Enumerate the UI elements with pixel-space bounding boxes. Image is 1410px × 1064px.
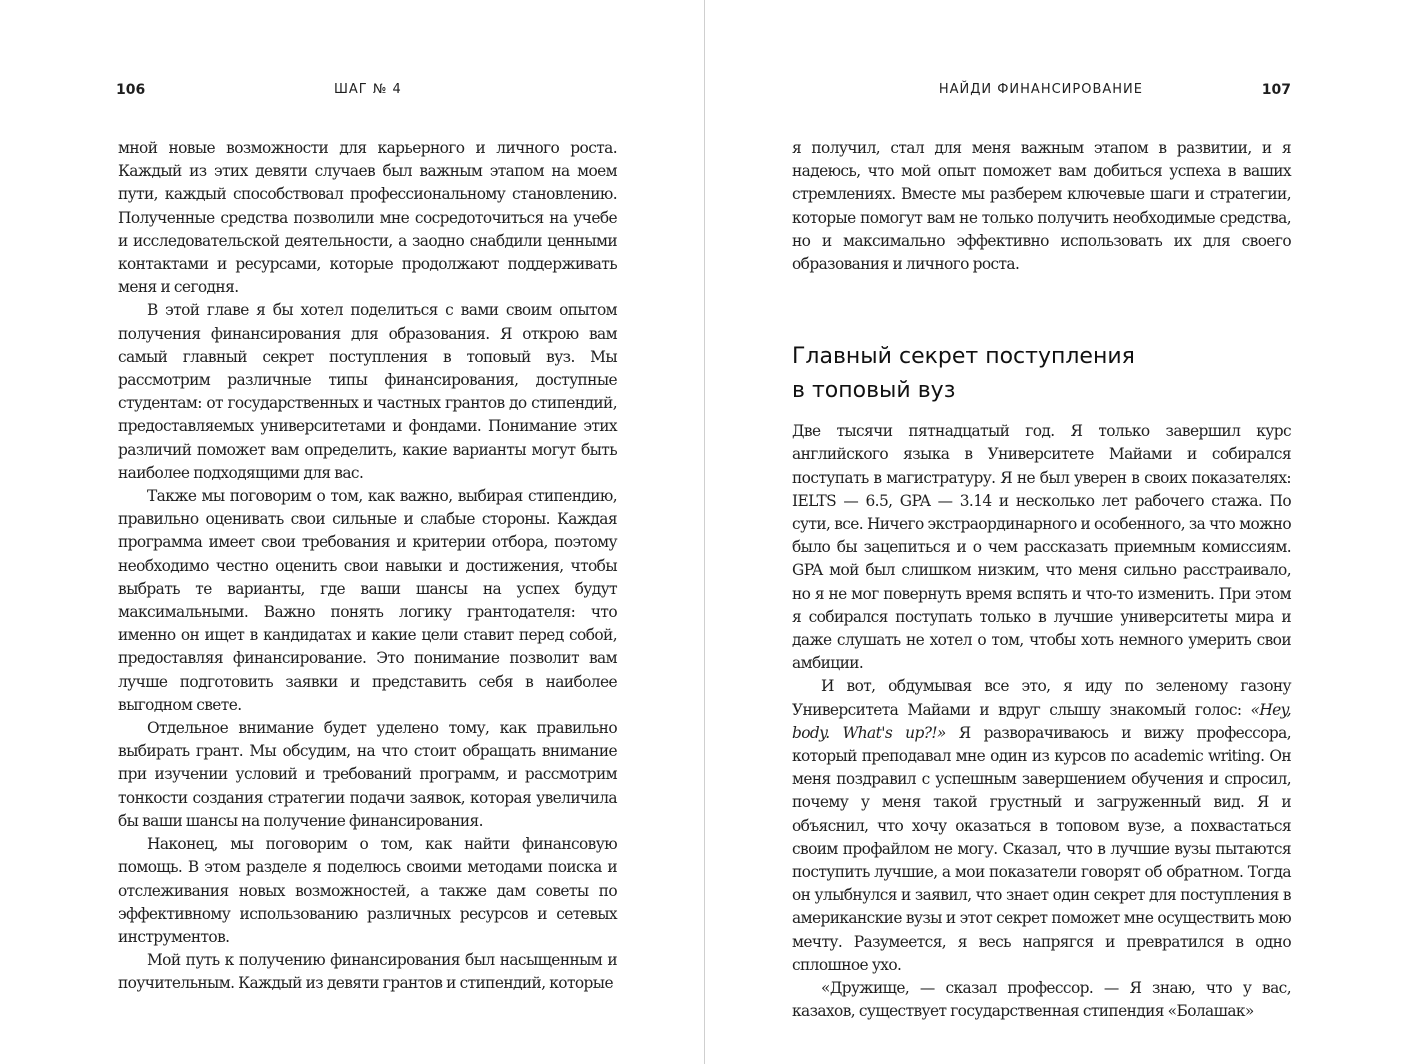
left-paragraph-1: мной новые возможности для карьерного и личного роста. Каждый из этих девяти случаев был важным этапом на моем пути, каждый способствовал профессиональному становлению. Полученные средства позволили мне сосредоточиться на учебе и исследовательской деятельности, а заодно снабдили ценными контактами и ресурсами, которые продолжают поддерживать меня и сегодня. xyxy=(118,139,617,297)
section-heading-line-2: в топовый вуз xyxy=(792,378,956,404)
left-paragraph-5: Наконец, мы поговорим о том, как найти финансовую помощь. В этом разделе я поделюсь своими методами поиска и отслеживания новых возможностей, а также дам советы по эффективному использованию различных ресурсов и сетевых инструментов. xyxy=(118,835,617,946)
right-paragraph-2 xyxy=(792,675,1291,977)
left-paragraph-2: В этой главе я бы хотел поделиться с вами своим опытом получения финансирования для образования. Я открою вам самый главный секрет поступления в топовый вуз. Мы рассмотрим различные типы финансирования, доступные студентам: от государственных и частных грантов до стипендий, предоставляемых университетами и фондами. Понимание этих различий поможет вам определить, какие варианты могут быть наиболее подходящими для вас. xyxy=(118,301,617,482)
left-paragraph-3: Также мы поговорим о том, как важно, выбирая стипендию, правильно оценивать свои сильные и слабые стороны. Каждая программа имеет свои требования и критерии отбора, поэтому необходимо честно оценить свои навыки и достижения, чтобы выбрать те варианты, где ваши шансы на успех будут максимальными. Важно понять логику грантодателя: что именно он ищет в кандидатах и какие цели ставит перед собой, предоставляя финансирование. Это понимание позволит вам лучше подготовить заявки и представить себя в наиболее выгодном свете. xyxy=(118,487,617,714)
left-running-head xyxy=(118,82,617,100)
right-page-number: 107 xyxy=(1261,82,1291,98)
right-running-title: НАЙДИ ФИНАНСИРОВАНИЕ xyxy=(938,82,1143,97)
paragraph-2-text-before: И вот, обдумывая все это, я иду по зеленому газону Университета Майами и вдруг слышу знакомый голос: xyxy=(792,677,1291,719)
paragraph-2-text-after: Я разворачиваюсь и вижу профессора, который преподавал мне один из курсов по academic writing. Он меня поздравил с успешным завершением обучения и спросил, почему у меня такой грустный и загруженный вид. Я и объяснил, что хочу оказаться в топовом вузе, а похвастаться своим профайлом не могу. Сказал, что в лучшие вузы пытаются поступить лучшие, а мои показатели говорят об обратном. Тогда он улыбнулся и заявил, что знает один секрет для поступления в американские вузы и этот секрет поможет мне осуществить мою мечту. Разумеется, я весь напрягся и превратился в одно сплошное ухо. xyxy=(792,723,1291,974)
right-paragraph-1: Две тысячи пятнадцатый год. Я только завершил курс английского языка в Университете Майами и собирался поступать в магистратуру. Я не был уверен в своих показателях: IELTS — 6.5, GPA — 3.14 и несколько лет рабочего стажа. По сути, все. Ничего экстраординарного и особенного, за что можно было бы зацепиться и о чем рассказать приемным комиссиям. GPA мой был слишком низким, что меня сильно расстраивало, но я не мог повернуть время вспять и что-то изменить. При этом я собирался поступать только в лучшие университеты мира и даже слушать не хотел о том, чтобы хоть немного умерить свои амбиции. xyxy=(792,422,1291,673)
left-page xyxy=(118,0,617,1064)
right-page xyxy=(792,0,1291,1064)
left-paragraph-4: Отдельное внимание будет уделено тому, как правильно выбирать грант. Мы обсудим, на что стоит обращать внимание при изучении условий и требований программ, и рассмотрим тонкости создания стратегии подачи заявок, которая увеличила бы ваши шансы на получение финансирования. xyxy=(118,719,617,830)
left-running-title: ШАГ № 4 xyxy=(334,82,402,97)
right-paragraph-3: «Дружище, — сказал профессор. — Я знаю, что у вас, казахов, существует государственная стипендия «Болашак» xyxy=(792,979,1291,1021)
right-intro-paragraph: я получил, стал для меня важным этапом в развитии, и я надеюсь, что мой опыт поможет вам добиться успеха в ваших стремлениях. Вместе мы разберем ключевые шаги и стратегии, которые помогут вам не только получить необходимые средства, но и максимально эффективно использовать их для своего образования и личного роста. xyxy=(792,139,1291,274)
left-page-body xyxy=(118,137,617,996)
left-paragraph-6: Мой путь к получению финансирования был насыщенным и поучительным. Каждый из девяти грантов и стипендий, которые xyxy=(118,951,617,993)
left-page-number: 106 xyxy=(116,82,146,98)
right-running-head xyxy=(792,82,1291,100)
book-gutter xyxy=(704,0,705,1064)
right-page-body xyxy=(792,137,1291,1024)
section-heading xyxy=(792,340,1291,408)
quote-italic: «Hey, body. What's up?!» xyxy=(792,700,1291,742)
section-heading-line-1: Главный секрет поступления xyxy=(792,344,1135,370)
